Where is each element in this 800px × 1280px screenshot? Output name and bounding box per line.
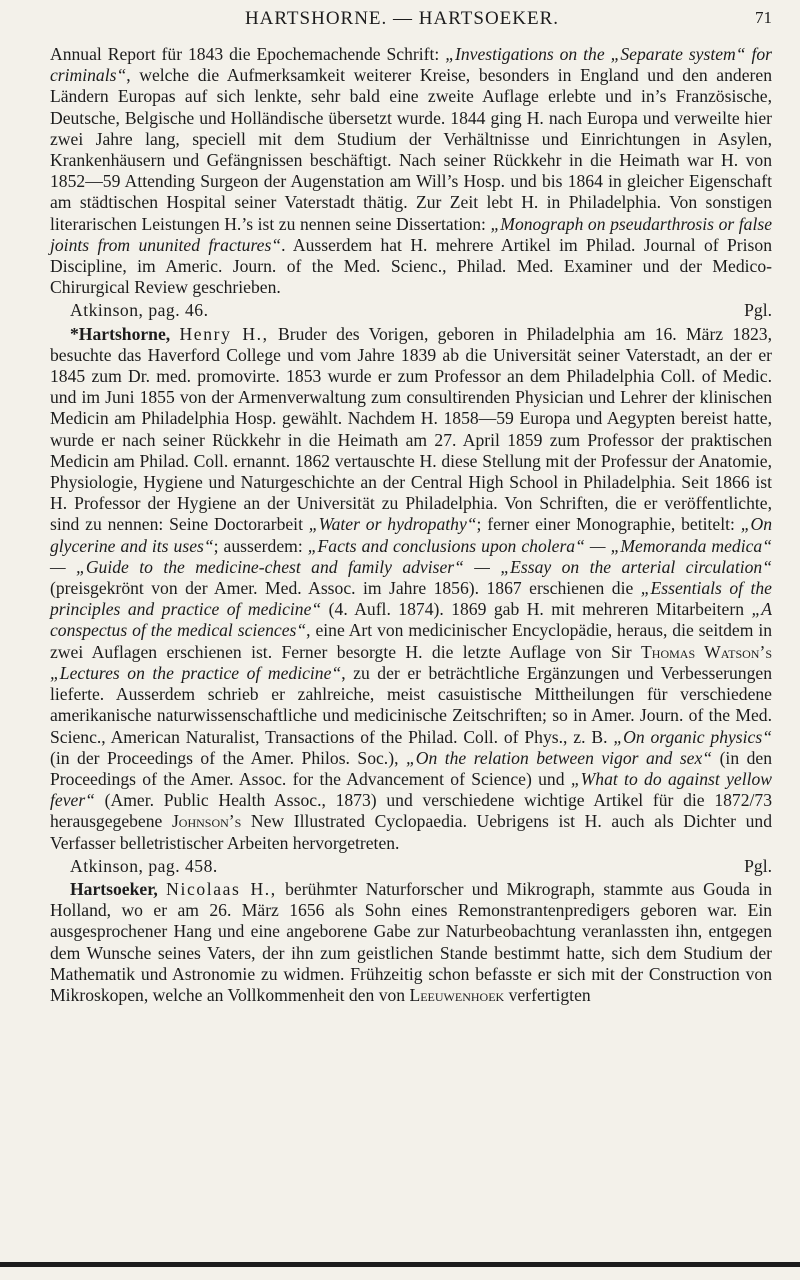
source-reference: Atkinson, pag. 46. <box>70 300 209 321</box>
text-run: . Ausserdem hat H. mehrere Artikel im Philad. Journal of Prison Discipline, im Americ. Journ. of the Med. Scienc., Philad. Med. Examiner und der Medico-Chirurgical Review geschrieben. <box>50 234 772 298</box>
text-run: berühmter Naturforscher und Mikrograph, stammte aus Gouda in Holland, wo er am 26. März 1656 als Sohn eines Remonstrantenpredigers geboren war. Ein ausgesprochener Hang und eine angeborene Gabe zur Naturbeobachtung veranlassten ihn, entgegen dem Wunsche seines Vaters, der ihn zum geistlichen Stande bestimmt hatte, sich dem Studium der Mathematik und Astronomie zu widmen. Frühzeitig schon befasste er sich mit der Construction von Mikroskopen, welche an Vollkommenheit den von <box>50 878 773 1005</box>
book-title: „Investigations on the „Separate system“ for criminals“ <box>50 44 772 86</box>
book-title: „On organic physics“ <box>613 726 772 747</box>
text-run: Bruder des Vorigen, geboren in Philadelphia am 16. März 1823, besuchte das Haverford College und vom Jahre 1839 ab die Universität seiner Vaterstadt, an der er 1845 zum Dr. med. promovirte. 1853 wurde er zum Professor an dem Philadelphia Coll. of Medic. und im Juni 1855 von der Armenverwaltung zum consultirenden Physician und Lehrer der klinischen Medicin am Philadelphia Hosp. gewählt. Nachdem H. 1858—59 Europa und Aegypten bereist hatte, wurde er nach seiner Rückkehr in die Heimath am 27. April 1859 zum Professor der praktischen Medicin am Philad. Coll. ernannt. 1862 vertauschte H. diese Stellung mit der Professur der Anatomie, Physiologie, Hygiene und Naturgeschichte an der Central High School in Philadelphia. Seit 1866 ist H. Professor der Hygiene an der Universität zu Philadelphia. Von Schriften, die er veröffentlichte, sind zu nennen: Seine Doctorarbeit <box>50 323 772 535</box>
entry-forename: Nicolaas H., <box>166 878 277 899</box>
book-title: „Water or hydropathy“ <box>308 514 477 535</box>
entry-headword: Hartsoeker, <box>70 878 158 899</box>
text-run: ; ausserdem: <box>213 535 308 556</box>
text-run: Annual Report für 1843 die Epochemachende Schrift: <box>50 44 446 64</box>
text-run: , zu der er beträchtliche Ergänzungen und Verbesserungen lieferte. Ausserdem schrieb er zahlreiche, meist casuistische Mittheilungen für verschiedene amerikanische naturwissenschaftliche und medicinische Zeitschriften; so in Amer. Journ. of the Med. Scienc., American Naturalist, Transactions of the Philad. Coll. of Phys., z. B. <box>50 662 772 747</box>
entry-hartsoeker-nicolaas <box>50 879 772 1006</box>
text-run: (4. Aufl. 1874). 1869 gab H. mit mehreren Mitarbeitern <box>321 599 752 620</box>
book-title: „Essentials of the principles and practice of medicine“ <box>50 578 772 620</box>
person-name: Thomas Watson’s <box>641 641 772 662</box>
person-name: Leeuwenhoek <box>409 984 505 1005</box>
text-run: New Illustrated Cyclopaedia. Uebrigens ist H. auch als Dichter und Verfasser belletristischer Arbeiten hervorgetreten. <box>50 811 772 853</box>
source-reference: Atkinson, pag. 458. <box>70 855 218 876</box>
person-name: Johnson’s <box>171 811 242 832</box>
text-run: , eine Art von medicinischer Encyclopädie, heraus, die seitdem in zwei Auflagen erschienen ist. Ferner besorgte H. die letzte Auflage von Sir <box>50 620 773 662</box>
text-run: (preisgekrönt von der Amer. Med. Assoc. im Jahre 1856). 1867 erschienen die <box>50 578 641 599</box>
entry-forename: Henry H., <box>179 323 269 344</box>
book-title: „On the relation between vigor and sex“ <box>405 747 713 768</box>
book-title: „Lectures on the practice of medicine“ <box>50 662 342 683</box>
page-number: 71 <box>755 8 772 27</box>
entry-hartshorne-continued <box>50 44 772 298</box>
bottom-rule <box>0 1262 800 1267</box>
book-title: „Monograph on pseudarthrosis or false joints from ununited fractures“ <box>50 213 772 255</box>
book-title: „Facts and conclusions upon cholera“ — „Memoranda medica“ — „Guide to the medicine-chest and family adviser“ — „Essay on the arterial circulation“ <box>50 535 772 577</box>
text-run: (in der Proceedings of the Amer. Philos. Soc.), <box>50 747 406 768</box>
text-run: verfertigten <box>504 984 591 1005</box>
text-run: , welche die Aufmerksamkeit weiterer Kreise, besonders in England und den anderen Ländern Europas auf sich lenkte, sehr bald eine zweite Auflage erlebte und in’s Französische, Deutsche, Belgische und Holländische übersetzt wurde. 1844 ging H. nach Europa und verweilte hier zwei Jahre lang, speciell mit dem Studium der Verhältnisse und Einrichtungen in Asylen, Krankenhäusern und Gefängnissen beschäftigt. Nach seiner Rückkehr in die Heimath war H. von 1852—59 Attending Surgeon der Augenstation am Will’s Hosp. und bis 1864 in gleicher Eigenschaft am städtischen Hospital seiner Vaterstadt thätig. Zur Zeit lebt H. in Philadelphia. Von sonstigen literarischen Leistungen H.’s ist zu nennen seine Dissertation: <box>50 65 772 234</box>
text-run: (Amer. Public Health Assoc., 1873) und verschiedene wichtige Artikel für die 1872/73 herausgegebene <box>50 790 772 832</box>
text-run: ; ferner einer Monographie, betitelt: <box>476 514 741 535</box>
book-title: „What to do against yellow fever“ <box>50 768 772 811</box>
entry-hartshorne-henry <box>50 324 772 854</box>
author-initials: Pgl. <box>744 300 772 321</box>
entry-headword: *Hartshorne, <box>70 323 171 344</box>
book-title: „On glycerine and its uses“ <box>50 514 772 556</box>
source-line <box>50 856 772 877</box>
running-head: HARTSHORNE. — HARTSOEKER. <box>244 8 560 29</box>
page-body <box>50 44 772 1006</box>
book-title: „A conspectus of the medical sciences“ <box>50 599 772 641</box>
page-header <box>32 8 772 36</box>
text-run: (in den Proceedings of the Amer. Assoc. for the Advancement of Science) und <box>50 747 772 789</box>
source-line <box>50 300 772 321</box>
author-initials: Pgl. <box>744 855 772 876</box>
